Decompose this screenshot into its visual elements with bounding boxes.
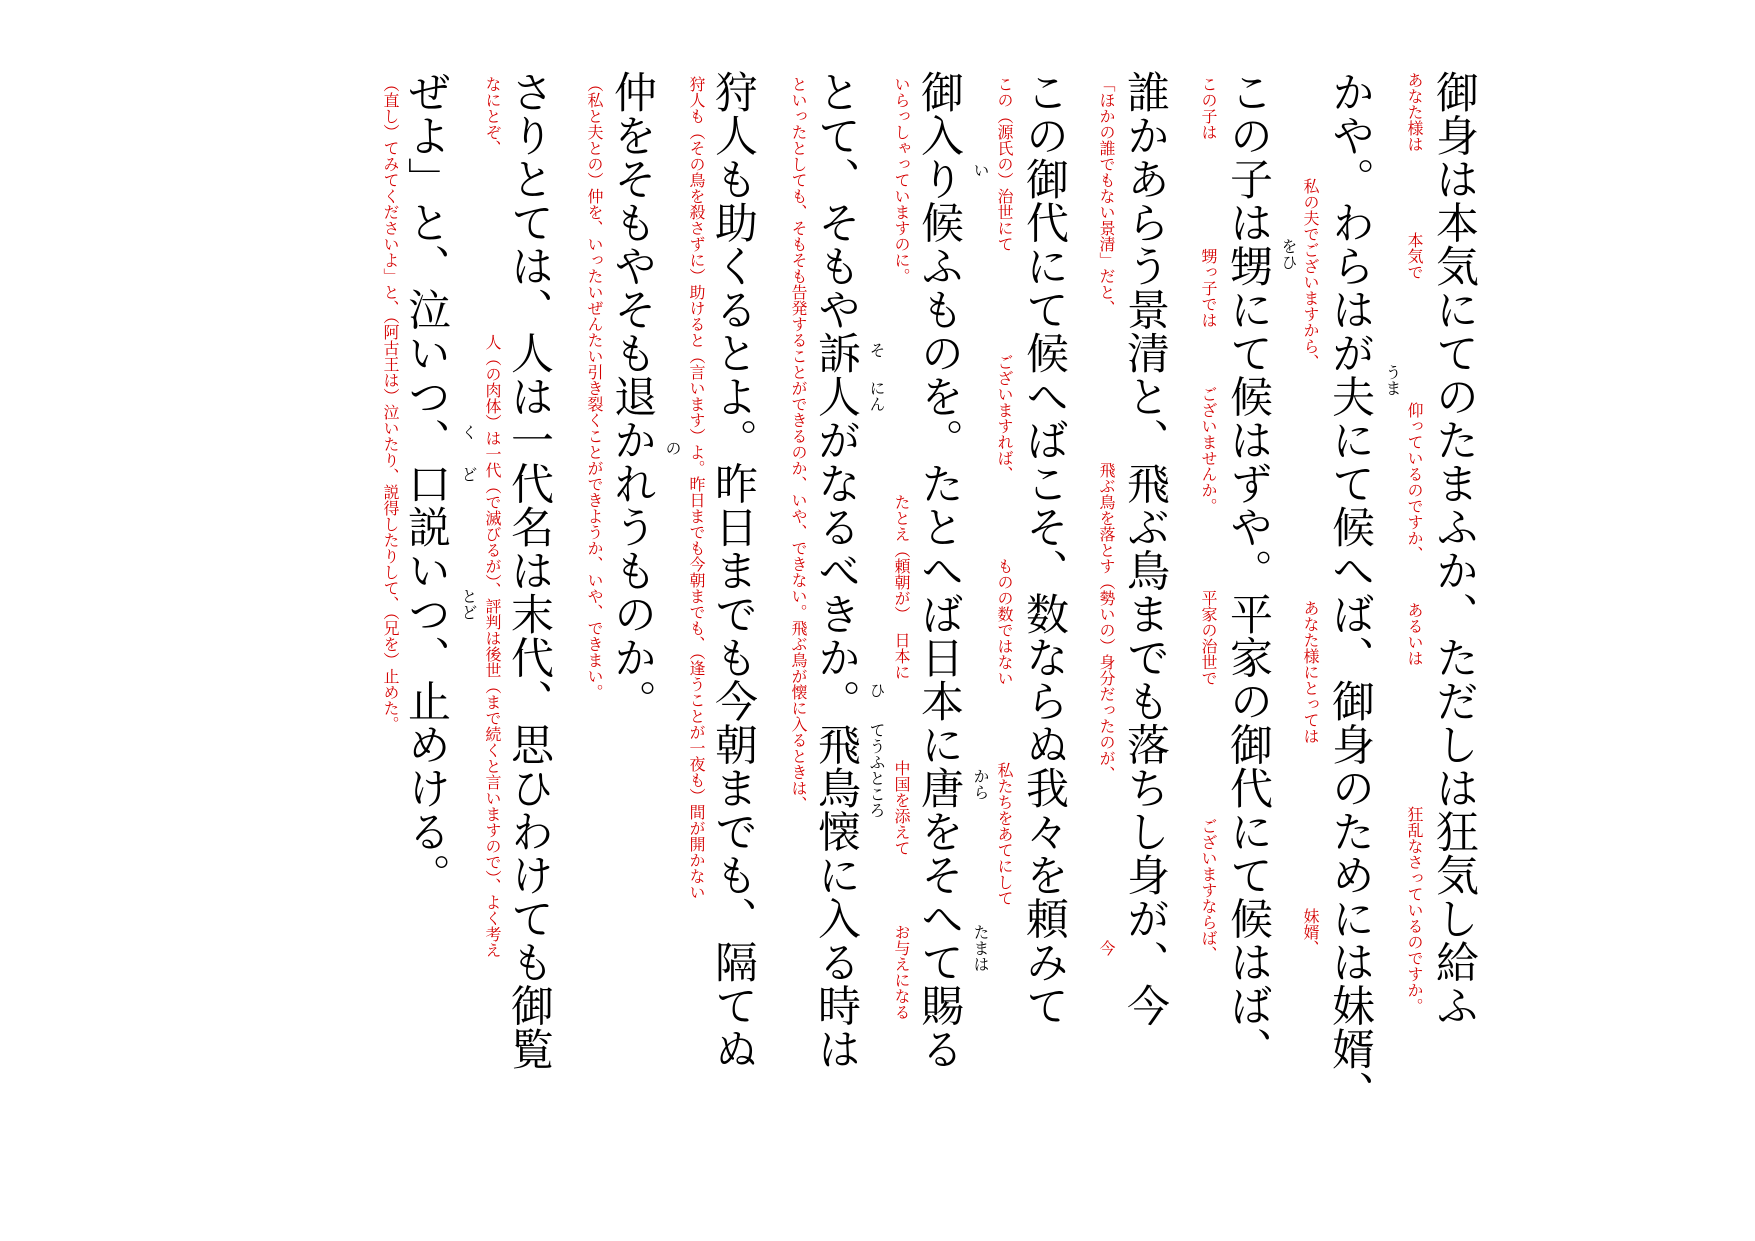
furigana: たまは <box>971 924 990 972</box>
annotation: この（源氏の）治世にて <box>995 76 1014 252</box>
annotation: といったとしても、そもそも告発することができるのか、いや、できない。飛ぶ鳥が懐に入るときは、 <box>789 76 808 812</box>
annotation: ございませんか。 <box>1199 386 1218 514</box>
main-line-1: 御身は本気にてのたまふか、ただしは狂気し給ふ <box>1429 70 1479 1027</box>
annotation: 私たちをあてにして <box>995 762 1014 906</box>
annotation: 飛ぶ鳥を落とす（勢いの）身分だったのが、 <box>1097 462 1116 782</box>
annotation: なにとぞ、 <box>483 76 502 156</box>
annotation: ございますならば、 <box>1199 818 1218 962</box>
annotation: （直し）てみてくださいよ」と、（阿古王は）泣いたり、説得したりして、（兄を）止めた。 <box>381 76 400 732</box>
main-line-11: ぜよ」と、泣いつ、口説いつ、止めける。 <box>401 70 451 897</box>
main-line-10: さりとては、人は一代名は末代、思ひわけても御覧 <box>504 70 554 1071</box>
furigana: ひ <box>867 682 886 698</box>
annotation: 私の夫でございますから、 <box>1301 178 1320 370</box>
annotation: 日本に <box>892 632 911 680</box>
furigana: ど <box>459 466 478 482</box>
furigana: そ <box>867 342 886 358</box>
annotation: 中国を添えて <box>892 760 911 856</box>
furigana: てうふところ <box>867 722 886 818</box>
annotation: 今 <box>1097 940 1116 956</box>
annotation: あるいは <box>1405 602 1424 666</box>
furigana: から <box>971 768 990 800</box>
annotation: ものの数ではない <box>995 558 1014 686</box>
annotation: いらっしゃっていますのに。 <box>892 76 911 284</box>
furigana: の <box>663 440 682 456</box>
furigana: く <box>459 424 478 440</box>
main-line-4: 誰かあらう景清と、飛ぶ鳥までも落ちし身が、今 <box>1120 70 1170 1027</box>
furigana: うま <box>1383 364 1402 396</box>
annotation: 「ほかの誰でもない景清」だと、 <box>1097 76 1116 316</box>
annotation: 狂乱なさっているのですか。 <box>1405 806 1424 1014</box>
annotation: あなた様は <box>1405 72 1424 152</box>
annotation: お与えになる <box>892 924 911 1020</box>
annotation: 本気で <box>1405 232 1424 280</box>
annotation: たとえ（頼朝が） <box>892 494 911 622</box>
furigana: とど <box>459 588 478 620</box>
main-line-7: とて、そもや訴人がなるべきか。飛鳥懐に入る時は <box>811 70 861 1071</box>
annotation: ございますれば、 <box>995 354 1014 482</box>
main-line-9: 仲をそもやそも退かれうものか。 <box>607 70 657 723</box>
main-line-6: 御入り候ふものを。たとへば日本に唐をそへて賜る <box>914 70 964 1071</box>
annotation: 人（の肉体）は一代（で滅びるが）、評判は後世（まで続くと言いますので）、よく考え <box>483 334 502 958</box>
annotation: あなた様にとっては <box>1301 600 1320 744</box>
annotation: 妹婿、 <box>1301 908 1320 956</box>
main-line-3: この子は甥にて候はずや。平家の御代にて候はば、 <box>1223 70 1273 1071</box>
annotation: （私と夫との）仲を、いったいぜんたい引き裂くことができようか、いや、できまい。 <box>585 76 604 700</box>
main-line-5: この御代にて候へばこそ、数ならぬ我々を頼みて <box>1019 70 1069 1027</box>
annotation: 仰っているのですか、 <box>1405 402 1424 562</box>
annotation: 狩人も（その鳥を殺さずに）助けると（言います）よ。昨日までも今朝までも、（逢うことが一夜も）間が開かない <box>687 76 706 900</box>
furigana: にん <box>867 380 886 412</box>
main-line-8: 狩人も助くるとよ。昨日までも今朝までも、隔てぬ <box>708 70 758 1071</box>
main-line-2: かや。わらはが夫にて候へば、御身のためには妹婿、 <box>1325 70 1375 1114</box>
furigana: い <box>971 162 990 178</box>
annotation: 甥っ子では <box>1199 248 1218 328</box>
annotation: 平家の治世で <box>1199 590 1218 686</box>
furigana: をひ <box>1279 238 1298 270</box>
annotation: この子は <box>1199 76 1218 140</box>
